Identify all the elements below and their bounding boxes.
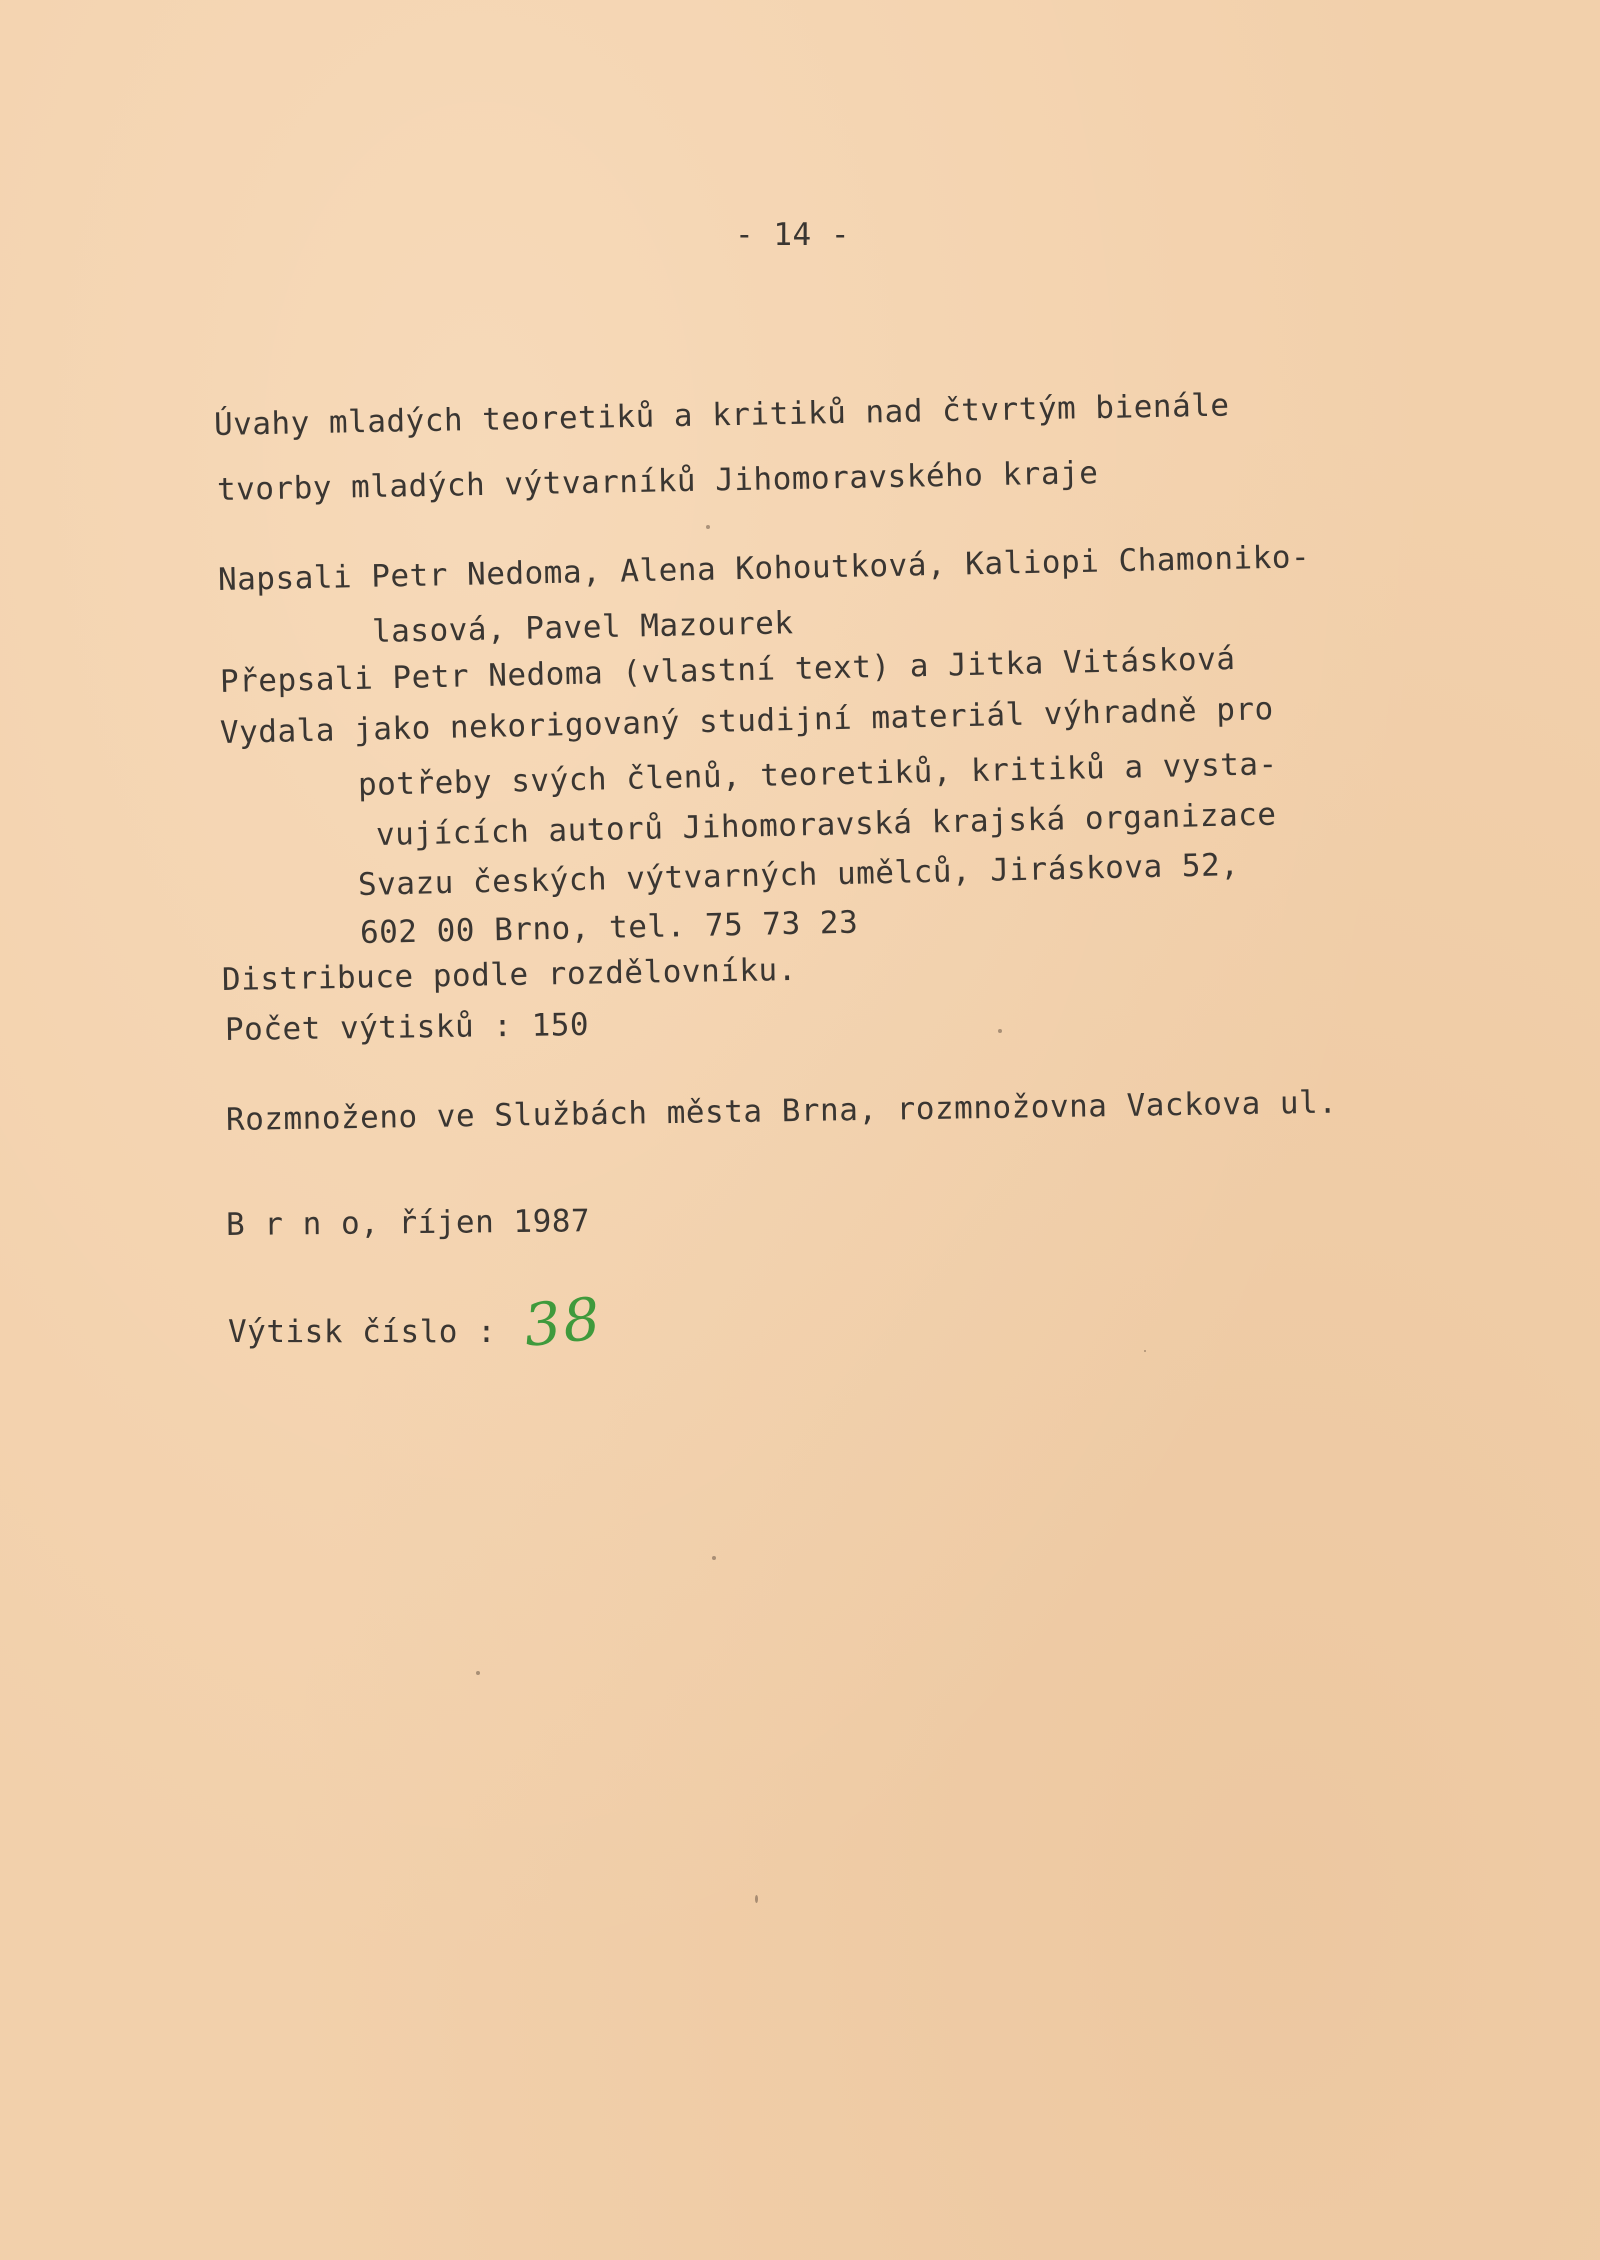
distribution-note: Distribuce podle rozdělovníku. [221,951,798,998]
copy-number-label: Výtisk číslo : [228,1314,497,1350]
paper-speck [755,1895,758,1903]
publisher-line-2: potřeby svých členů, teoretiků, kritiků a vysta- [357,746,1279,803]
page-number: - 14 - [735,217,850,253]
paper-speck [706,525,710,529]
publisher-line-4: Svazu českých výtvarných umělců, Jiráskova 52, [357,847,1240,903]
copy-number-handwritten: 38 [520,1284,606,1360]
publisher-line-3: vujících autorů Jihomoravská krajská organizace [375,796,1277,853]
title-line-1: Úvahy mladých teoretiků a kritiků nad čtvrtým bienále [213,387,1230,443]
paper-speck [476,1671,480,1675]
authors-line-1: Napsali Petr Nedoma, Alena Kohoutková, Kaliopi Chamoniko- [217,539,1311,598]
copy-number-row [228,1284,606,1360]
paper-speck [712,1556,716,1560]
publisher-line-5: 602 00 Brno, tel. 75 73 23 [359,904,859,951]
place-date: B r n o, říjen 1987 [225,1203,591,1243]
copies-count: Počet výtisků : 150 [224,1006,590,1048]
title-line-2: tvorby mladých výtvarníků Jihomoravského kraje [216,455,1099,508]
transcribed-by: Přepsali Petr Nedoma (vlastní text) a Jitka Vitásková [219,640,1236,700]
printed-at: Rozmnoženo ve Službách města Brna, rozmnožovna Vackova ul. [225,1084,1338,1138]
paper-speck [998,1029,1002,1033]
authors-line-2: lasová, Pavel Mazourek [371,605,794,650]
publisher-line-1: Vydala jako nekorigovaný studijní materiál výhradně pro [219,691,1275,751]
paper-speck [1144,1350,1146,1352]
